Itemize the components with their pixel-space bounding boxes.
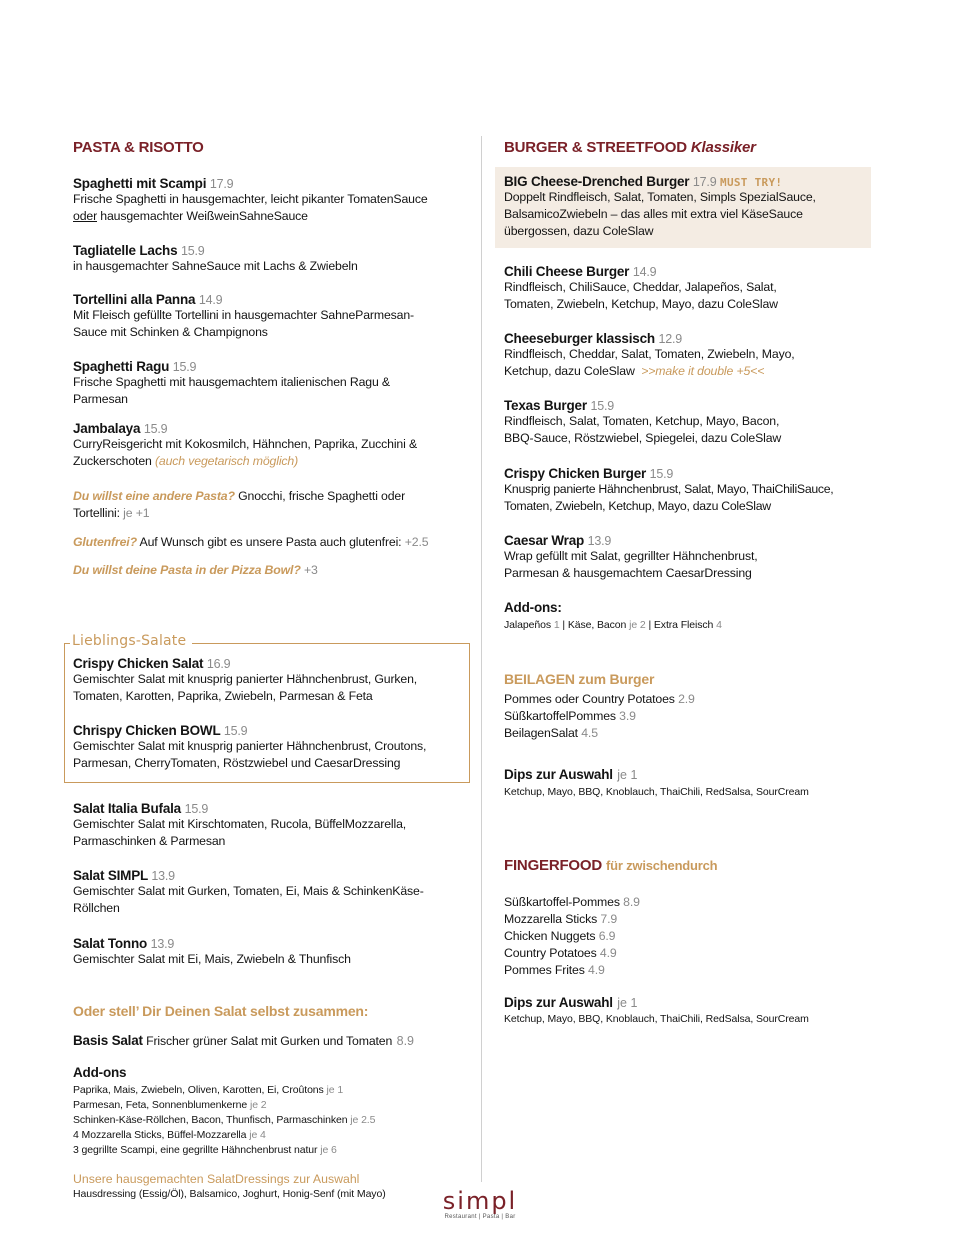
menu-item: [73, 868, 473, 917]
item-name: Crispy Chicken Salat: [73, 656, 204, 671]
menu-item: [504, 331, 874, 380]
menu-item: [73, 243, 473, 275]
list-item: Pommes oder Country Potatoes 2.9: [504, 692, 695, 706]
section-title-sides: BEILAGEN zum Burger: [504, 671, 655, 687]
menu-item: [504, 466, 876, 515]
item-note: (auch vegetarisch möglich): [154, 454, 299, 468]
list-item: Pommes Frites 4.9: [504, 963, 605, 977]
item-price: 14.9: [198, 293, 223, 307]
list-item: BeilagenSalat 4.5: [504, 726, 598, 740]
item-price: 13.9: [150, 937, 175, 951]
item-name: Tortellini alla Panna: [73, 292, 196, 307]
item-description: Rindfleisch, Cheddar, Salat, Tomaten, Zwiebeln, Mayo, Ketchup, dazu ColeSlaw >>make it double +5<<: [504, 347, 795, 378]
menu-item: [73, 176, 473, 225]
menu-item: [73, 421, 473, 470]
favorite-salads-legend: Lieblings-Salate: [70, 633, 192, 649]
list-item: Süßkartoffel-Pommes 8.9: [504, 895, 640, 909]
item-description: Rindfleisch, Salat, Tomaten, Ketchup, Mayo, Bacon, BBQ-Sauce, Röstzwiebel, Spiegelei, dazu ColeSlaw: [504, 414, 782, 445]
item-description: Frische Spaghetti in hausgemachter, leicht pikanter TomatenSauce oder hausgemachter WeißweinSahneSauce: [73, 192, 428, 223]
dips-heading: Dips zur Auswahl je 1: [504, 995, 638, 1010]
featured-item: [504, 174, 874, 240]
menu-item: [73, 656, 468, 705]
item-description: Gemischter Salat mit Gurken, Tomaten, Ei, Mais & SchinkenKäse- Röllchen: [73, 884, 424, 915]
item-description: Gemischter Salat mit Ei, Mais, Zwiebeln & Thunfisch: [73, 952, 351, 966]
item-name: Jambalaya: [73, 421, 141, 436]
item-name: Texas Burger: [504, 398, 587, 413]
item-description: Gemischter Salat mit Kirschtomaten, Rucola, BüffelMozzarella, Parmaschinken & Parmesan: [73, 817, 407, 848]
glutenfree-note: Glutenfrei? Auf Wunsch gibt es unsere Pasta auch glutenfrei: +2.5: [73, 535, 429, 549]
menu-item: [504, 398, 874, 447]
item-name: Salat Tonno: [73, 936, 148, 951]
list-item: Paprika, Mais, Zwiebeln, Oliven, Karotten, Ei, Croûtons je 1: [73, 1084, 344, 1096]
basis-salad: [73, 1032, 473, 1050]
item-price: 15.9: [649, 467, 674, 481]
logo-tagline: Restaurant | Pasta | Bar: [444, 1214, 516, 1220]
item-description: Frischer grüner Salat mit Gurken und Tomaten: [142, 1034, 393, 1048]
dips-list: Ketchup, Mayo, BBQ, Knoblauch, ThaiChili, RedSalsa, SourCream: [504, 1013, 809, 1025]
item-price: 14.9: [632, 265, 657, 279]
dips-list: Ketchup, Mayo, BBQ, Knoblauch, ThaiChili, RedSalsa, SourCream: [504, 786, 809, 798]
item-description: Mit Fleisch gefüllte Tortellini in hausgemachter SahneParmesan- Sauce mit Schinken & Champignons: [73, 308, 414, 339]
salad-addons-list: [73, 1083, 473, 1158]
item-name: Tagliatelle Lachs: [73, 243, 178, 258]
must-try-badge: MUST TRY!: [720, 176, 783, 189]
item-name: Salat SIMPL: [73, 868, 148, 883]
column-divider: [481, 136, 482, 1182]
menu-item: [73, 359, 473, 408]
list-item: SüßkartoffelPommes 3.9: [504, 709, 636, 723]
section-title-burger: BURGER & STREETFOOD Klassiker: [504, 139, 756, 156]
item-description: Doppelt Rindfleisch, Salat, Tomaten, Simpls SpezialSauce, BalsamicoZwiebeln – das alles mit extra viel KäseSauce übergossen, dazu ColeSlaw: [504, 190, 816, 238]
item-description: Frische Spaghetti mit hausgemachtem italienischen Ragu & Parmesan: [73, 375, 390, 406]
item-description: in hausgemachter SahneSauce mit Lachs & Zwiebeln: [73, 259, 358, 273]
pizza-bowl-note: Du willst deine Pasta in der Pizza Bowl? +3: [73, 563, 318, 577]
item-price: 15.9: [184, 802, 209, 816]
item-description: Wrap gefüllt mit Salat, gegrillter Hähnchenbrust, Parmesan & hausgemachtem CaesarDressing: [504, 549, 758, 580]
list-item: 3 gegrillte Scampi, eine gegrillte Hähnchenbrust natur je 6: [73, 1144, 337, 1156]
pasta-option-note: Du willst eine andere Pasta? Gnocchi, frische Spaghetti oder Tortellini: je +1: [73, 489, 406, 520]
logo-wordmark: simpl: [442, 1187, 518, 1215]
menu-item: [73, 801, 473, 850]
list-item: Mozzarella Sticks 7.9: [504, 912, 618, 926]
list-item: Schinken-Käse-Röllchen, Bacon, Thunfisch, Parmaschinken je 2.5: [73, 1114, 376, 1126]
list-item: 4 Mozzarella Sticks, Büffel-Mozzarella je 4: [73, 1129, 266, 1141]
salad-addons-title: Add-ons: [73, 1065, 127, 1080]
item-name: Chrispy Chicken BOWL: [73, 723, 221, 738]
menu-item: [73, 723, 468, 772]
menu-item: [73, 292, 473, 341]
build-salad-title: Oder stell’ Dir Deinen Salat selbst zusammen:: [73, 1003, 369, 1019]
section-title-fingerfood: FINGERFOOD für zwischendurch: [504, 857, 718, 874]
item-price: 13.9: [151, 869, 175, 883]
item-price: 17.9: [209, 177, 234, 191]
item-description: Rindfleisch, ChiliSauce, Cheddar, Jalapeños, Salat, Tomaten, Zwiebeln, Ketchup, Mayo, dazu ColeSlaw: [504, 280, 778, 311]
item-name: Spaghetti Ragu: [73, 359, 170, 374]
burger-addons-title: Add-ons:: [504, 600, 562, 615]
item-price: 15.9: [223, 724, 248, 738]
item-name: Caesar Wrap: [504, 533, 585, 548]
dips-heading: Dips zur Auswahl je 1: [504, 767, 638, 782]
item-description: Gemischter Salat mit knusprig panierter Hähnchenbrust, Gurken, Tomaten, Karotten, Paprika, Zwiebeln, Parmesan & Feta: [73, 672, 418, 703]
item-name: Chili Cheese Burger: [504, 264, 630, 279]
item-description: CurryReisgericht mit Kokosmilch, Hähnchen, Paprika, Zucchini & Zuckerschoten (auch vegetarisch möglich): [73, 437, 418, 468]
item-price: 16.9: [206, 657, 231, 671]
item-price: 17.9: [692, 175, 717, 189]
item-description: Knusprig panierte Hähnchenbrust, Salat, Mayo, ThaiChiliSauce, Tomaten, Zwiebeln, Ketchup, Mayo, dazu ColeSlaw: [504, 482, 834, 513]
list-item: Country Potatoes 4.9: [504, 946, 617, 960]
burger-addons-list: Jalapeños 1 | Käse, Bacon je 2 | Extra Fleisch 4: [504, 619, 722, 631]
item-price: 15.9: [172, 360, 197, 374]
item-price: 12.9: [658, 332, 683, 346]
item-price: 13.9: [587, 534, 612, 548]
menu-item: [504, 264, 874, 313]
fingerfood-list: [504, 894, 874, 979]
item-name: BIG Cheese-Drenched Burger: [504, 174, 690, 189]
item-name: Basis Salat: [73, 1033, 143, 1048]
dressings-list: Hausdressing (Essig/Öl), Balsamico, Joghurt, Honig-Senf (mit Mayo): [73, 1188, 386, 1200]
menu-item: [73, 936, 473, 968]
item-name: Cheeseburger klassisch: [504, 331, 655, 346]
item-price: 8.9: [396, 1034, 415, 1048]
dressings-title: Unsere hausgemachten SalatDressings zur Auswahl: [73, 1172, 360, 1186]
item-price: 15.9: [590, 399, 614, 413]
item-name: Salat Italia Bufala: [73, 801, 181, 816]
list-item: Chicken Nuggets 6.9: [504, 929, 616, 943]
simpl-logo: [436, 1188, 524, 1220]
item-price: 15.9: [143, 422, 168, 436]
item-description: Gemischter Salat mit knusprig panierter Hähnchenbrust, Croutons, Parmesan, CherryTomaten, Röstzwiebel und CaesarDressing: [73, 739, 427, 770]
menu-item: [504, 533, 874, 582]
make-double-note: >>make it double +5<<: [641, 364, 765, 378]
item-name: Spaghetti mit Scampi: [73, 176, 207, 191]
section-title-pasta: PASTA & RISOTTO: [73, 139, 204, 156]
sides-list: [504, 691, 874, 742]
item-price: 15.9: [180, 244, 205, 258]
item-name: Crispy Chicken Burger: [504, 466, 647, 481]
list-item: Parmesan, Feta, Sonnenblumenkerne je 2: [73, 1099, 267, 1111]
